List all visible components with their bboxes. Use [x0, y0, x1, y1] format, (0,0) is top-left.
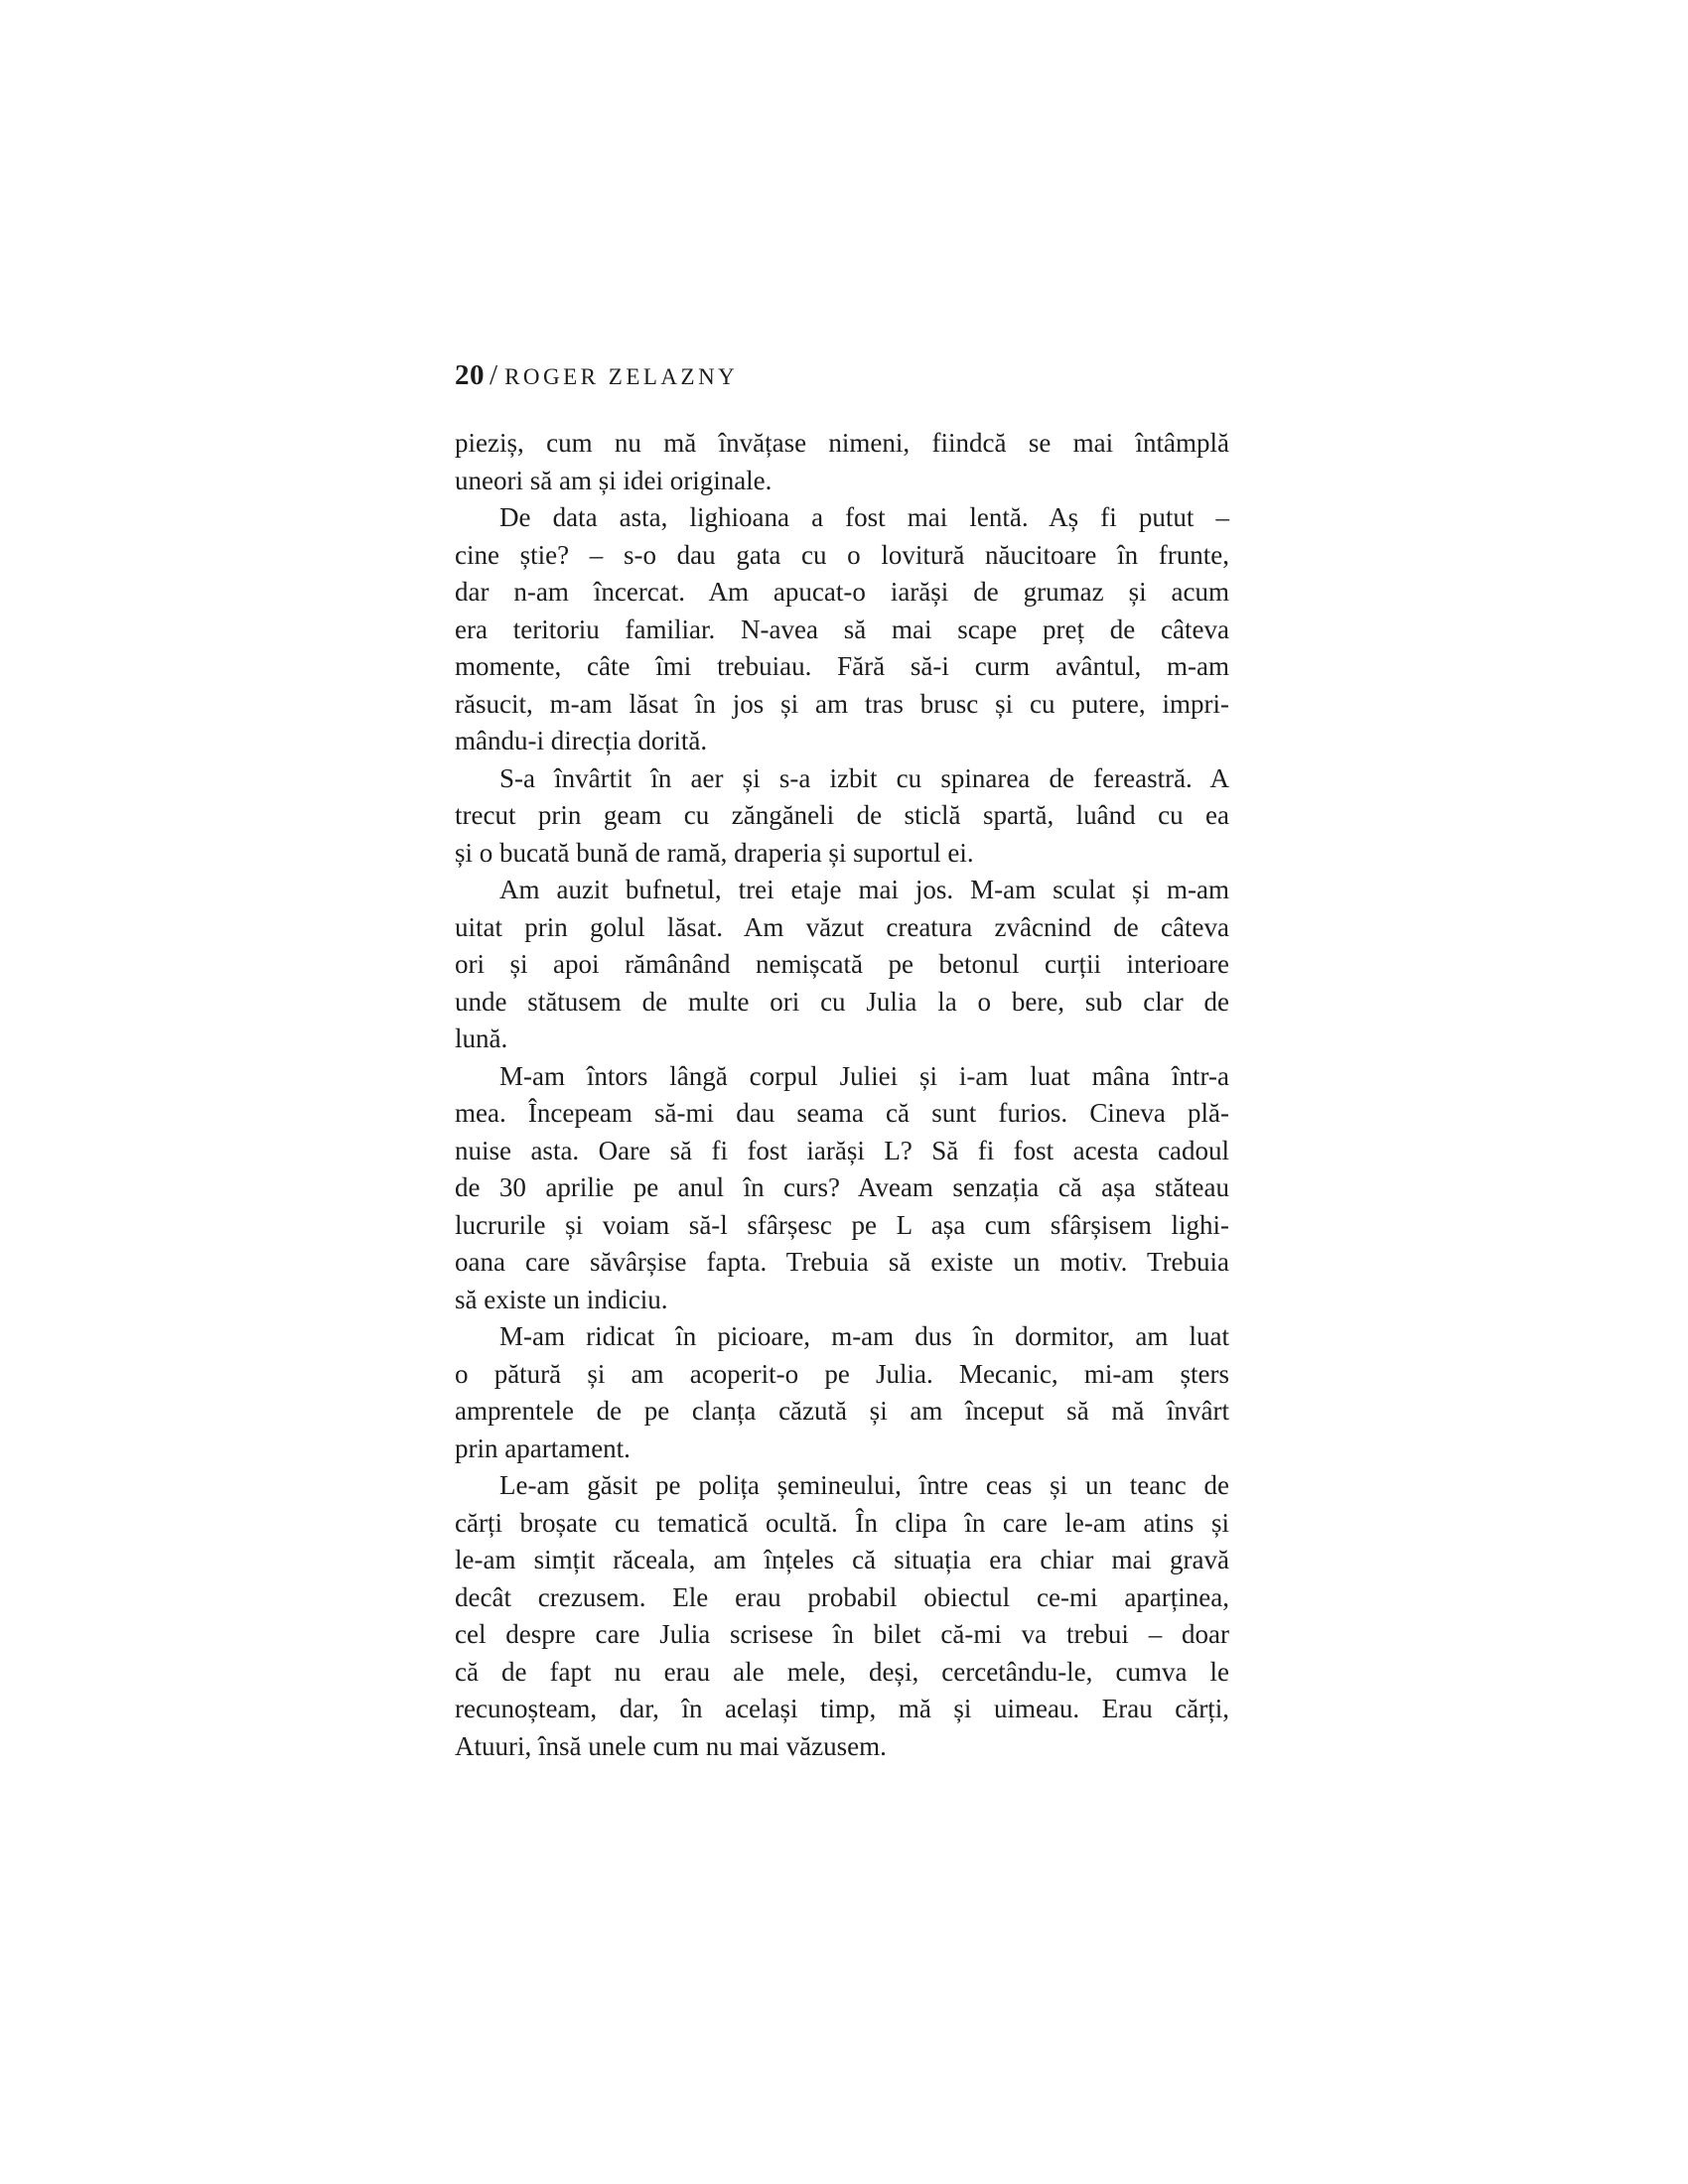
text-line: nuise asta. Oare să fi fost iarăși L? Să fi fost acesta cadoul — [455, 1135, 1229, 1165]
text-block — [455, 425, 1229, 1765]
text-line: răsucit, m-am lăsat în jos și am tras brusc și cu putere, impri- — [455, 688, 1229, 719]
text-line: uneori să am și idei originale. — [455, 465, 773, 495]
text-line: unde stătusem de multe ori cu Julia la o bere, sub clar de — [455, 986, 1229, 1017]
text-line: să existe un indiciu. — [455, 1284, 668, 1314]
text-line: mea. Începeam să-mi dau seama că sunt furios. Cineva plă- — [455, 1098, 1229, 1128]
text-line: mându-i direcția dorită. — [455, 726, 708, 755]
text-line: cărți broșate cu tematică ocultă. În clipa în care le-am atins și — [455, 1507, 1229, 1538]
text-line: cine știe? – s-o dau gata cu o lovitură năucitoare în frunte, — [455, 539, 1229, 570]
text-line: lună. — [455, 1024, 508, 1053]
running-header — [455, 359, 738, 392]
text-line: pieziș, cum nu mă învățase nimeni, fiindcă se mai întâmplă — [455, 428, 1229, 458]
text-line: amprentele de pe clanța căzută și am început să mă învârt — [455, 1396, 1229, 1426]
text-line: Le-am găsit pe polița șemineului, între ceas și un teanc de — [499, 1470, 1229, 1500]
text-line: Atuuri, însă unele cum nu mai văzusem. — [455, 1730, 887, 1761]
text-line: decât crezusem. Ele erau probabil obiectul ce-mi aparținea, — [455, 1581, 1229, 1612]
text-line: că de fapt nu erau ale mele, deși, cercetându-le, cumva le — [455, 1656, 1229, 1687]
text-line: cel despre care Julia scrisese în bilet că-mi va trebui – doar — [455, 1619, 1229, 1649]
text-line: momente, câte îmi trebuiau. Fără să-i curm avântul, m-am — [455, 651, 1229, 681]
text-line: Am auzit bufnetul, trei etaje mai jos. M-am sculat și m-am — [499, 875, 1229, 904]
text-line: dar n-am încercat. Am apucat-o iarăși de grumaz și acum — [455, 577, 1229, 607]
header-divider: / — [490, 359, 498, 391]
text-line: uitat prin golul lăsat. Am văzut creatura zvâcnind de câteva — [455, 911, 1229, 942]
text-line: de 30 aprilie pe anul în curs? Aveam senzația că așa stăteau — [455, 1172, 1229, 1202]
text-line: le-am simțit răceala, am înțeles că situația era chiar mai gravă — [455, 1545, 1229, 1574]
text-line: S-a învârtit în aer și s-a izbit cu spinarea de fereastră. A — [499, 762, 1229, 793]
text-line: prin apartament. — [455, 1433, 631, 1463]
text-line: trecut prin geam cu zăngăneli de sticlă spartă, luând cu ea — [455, 800, 1229, 830]
text-line: lucrurile și voiam să-l sfârșesc pe L așa cum sfârșisem lighi- — [455, 1209, 1229, 1240]
text-line: recunoșteam, dar, în același timp, mă și uimeau. Erau cărți, — [455, 1694, 1229, 1723]
page-number: 20 — [455, 359, 485, 391]
header-author: ROGER ZELAZNY — [504, 364, 739, 389]
text-line: ori și apoi rămânând nemișcată pe betonul curții interioare — [455, 949, 1229, 979]
text-line: o pătură și am acoperit-o pe Julia. Mecanic, mi-am șters — [455, 1358, 1229, 1389]
text-line: De data asta, lighioana a fost mai lentă. Aș fi putut – — [499, 502, 1229, 532]
text-line: M-am ridicat în picioare, m-am dus în dormitor, am luat — [499, 1321, 1229, 1351]
text-line: era teritoriu familiar. N-avea să mai scape preț de câteva — [455, 614, 1229, 644]
text-line: oana care săvârșise fapta. Trebuia să existe un motiv. Trebuia — [455, 1247, 1229, 1277]
text-line: M-am întors lângă corpul Juliei și i-am luat mâna într-a — [499, 1060, 1229, 1091]
text-line: și o bucată bună de ramă, draperia și suportul ei. — [455, 837, 974, 868]
